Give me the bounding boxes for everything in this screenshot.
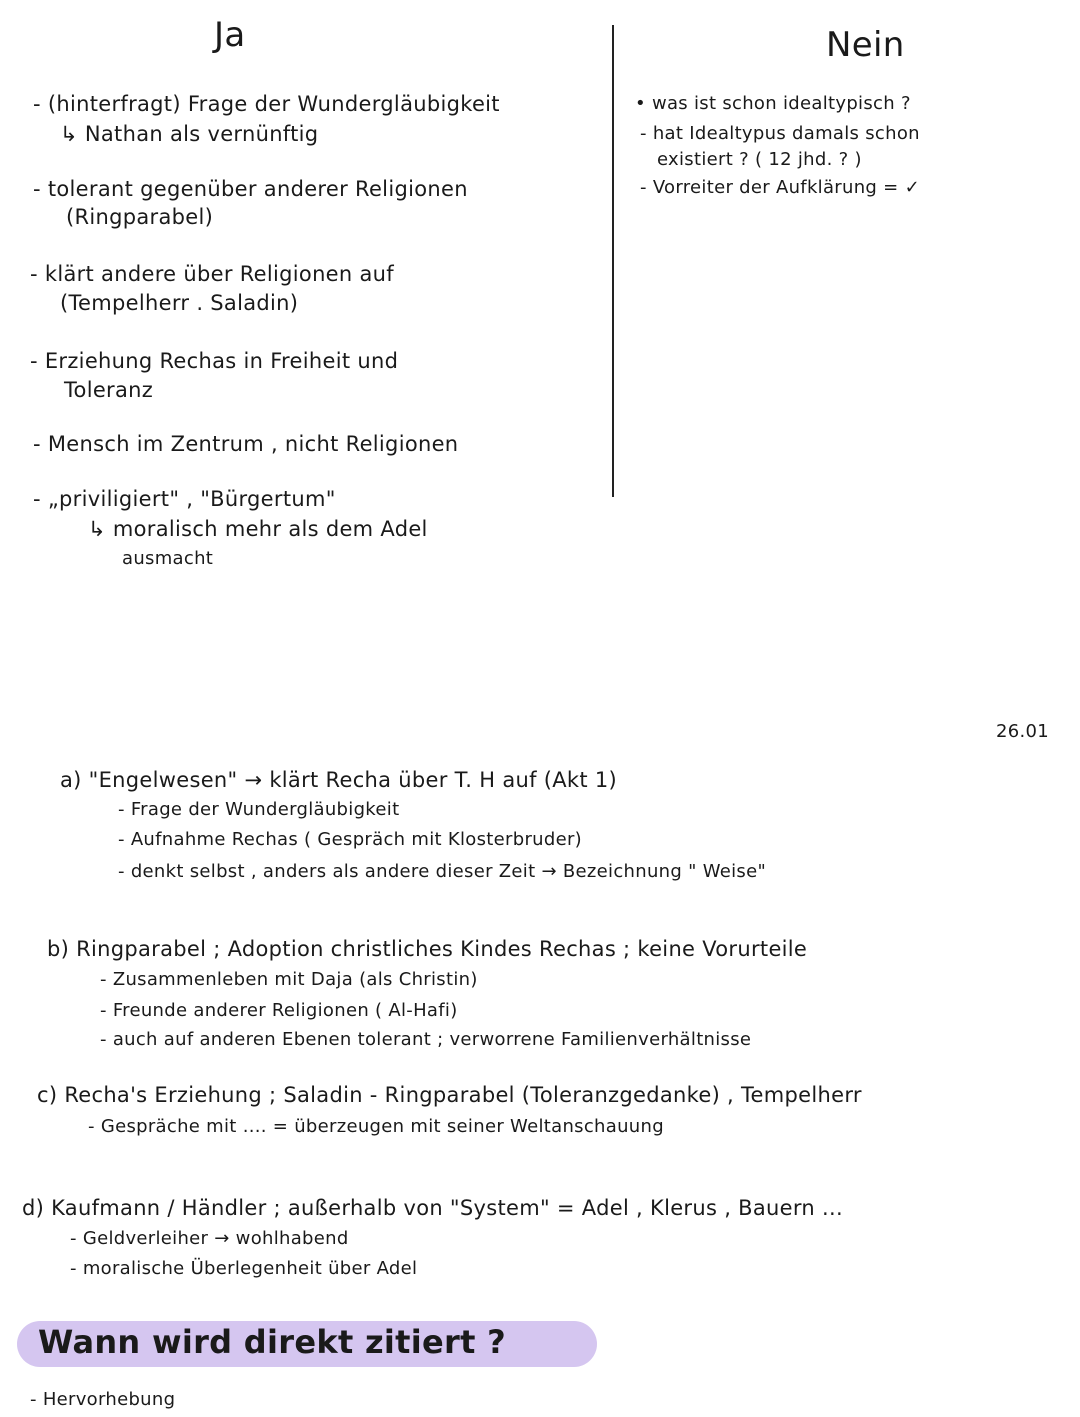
- highlight-question: Wann wird direkt zitiert ?: [38, 1323, 507, 1361]
- ja-item-5: - Mensch im Zentrum , nicht Religionen: [33, 432, 459, 456]
- ja-item-6: - „priviligiert" , "Bürgertum": [33, 487, 336, 511]
- ja-item-1: - (hinterfragt) Frage der Wundergläubigkeit: [33, 92, 500, 116]
- ja-item-6-sub2: ausmacht: [122, 548, 214, 569]
- ja-item-6-sub: ↳ moralisch mehr als dem Adel: [88, 517, 428, 541]
- last-note: - Hervorhebung: [30, 1389, 176, 1410]
- section-c-line-1: - Gespräche mit .... = überzeugen mit seiner Weltanschauung: [88, 1116, 664, 1137]
- section-d-line-1: - Geldverleiher → wohlhabend: [70, 1228, 349, 1249]
- ja-item-1-sub: ↳ Nathan als vernünftig: [60, 122, 319, 146]
- section-b-title: b) Ringparabel ; Adoption christliches Kindes Rechas ; keine Vorurteile: [47, 937, 808, 961]
- section-a-title: a) "Engelwesen" → klärt Recha über T. H auf (Akt 1): [60, 768, 618, 792]
- section-a-line-3: - denkt selbst , anders als andere dieser Zeit → Bezeichnung " Weise": [118, 861, 767, 882]
- ja-item-4-sub: Toleranz: [64, 378, 154, 402]
- ja-item-3: - klärt andere über Religionen auf: [30, 262, 394, 286]
- nein-line-4: - Vorreiter der Aufklärung = ✓: [640, 177, 920, 198]
- section-b-line-2: - Freunde anderer Religionen ( Al-Hafi): [100, 1000, 458, 1021]
- heading-nein: Nein: [826, 25, 905, 65]
- nein-line-3: existiert ? ( 12 jhd. ? ): [657, 149, 862, 170]
- nein-line-1: • was ist schon idealtypisch ?: [635, 93, 911, 114]
- heading-ja: Ja: [214, 15, 246, 55]
- ja-item-4: - Erziehung Rechas in Freiheit und: [30, 349, 399, 373]
- nein-line-2: - hat Idealtypus damals schon: [640, 123, 920, 144]
- section-c-title: c) Recha's Erziehung ; Saladin - Ringparabel (Toleranzgedanke) , Tempelherr: [37, 1083, 862, 1107]
- date-label: 26.01: [996, 721, 1050, 742]
- section-d-title: d) Kaufmann / Händler ; außerhalb von "System" = Adel , Klerus , Bauern ...: [22, 1196, 843, 1220]
- ja-item-2-sub: (Ringparabel): [66, 205, 214, 229]
- section-b-line-3: - auch auf anderen Ebenen tolerant ; verworrene Familienverhältnisse: [100, 1029, 752, 1050]
- section-d-line-2: - moralische Überlegenheit über Adel: [70, 1258, 418, 1279]
- section-a-line-1: - Frage der Wundergläubigkeit: [118, 799, 400, 820]
- section-a-line-2: - Aufnahme Rechas ( Gespräch mit Klosterbruder): [118, 829, 582, 850]
- section-b-line-1: - Zusammenleben mit Daja (als Christin): [100, 969, 478, 990]
- column-divider: [612, 25, 614, 497]
- ja-item-2: - tolerant gegenüber anderer Religionen: [33, 177, 468, 201]
- ja-item-3-sub: (Tempelherr . Saladin): [60, 291, 299, 315]
